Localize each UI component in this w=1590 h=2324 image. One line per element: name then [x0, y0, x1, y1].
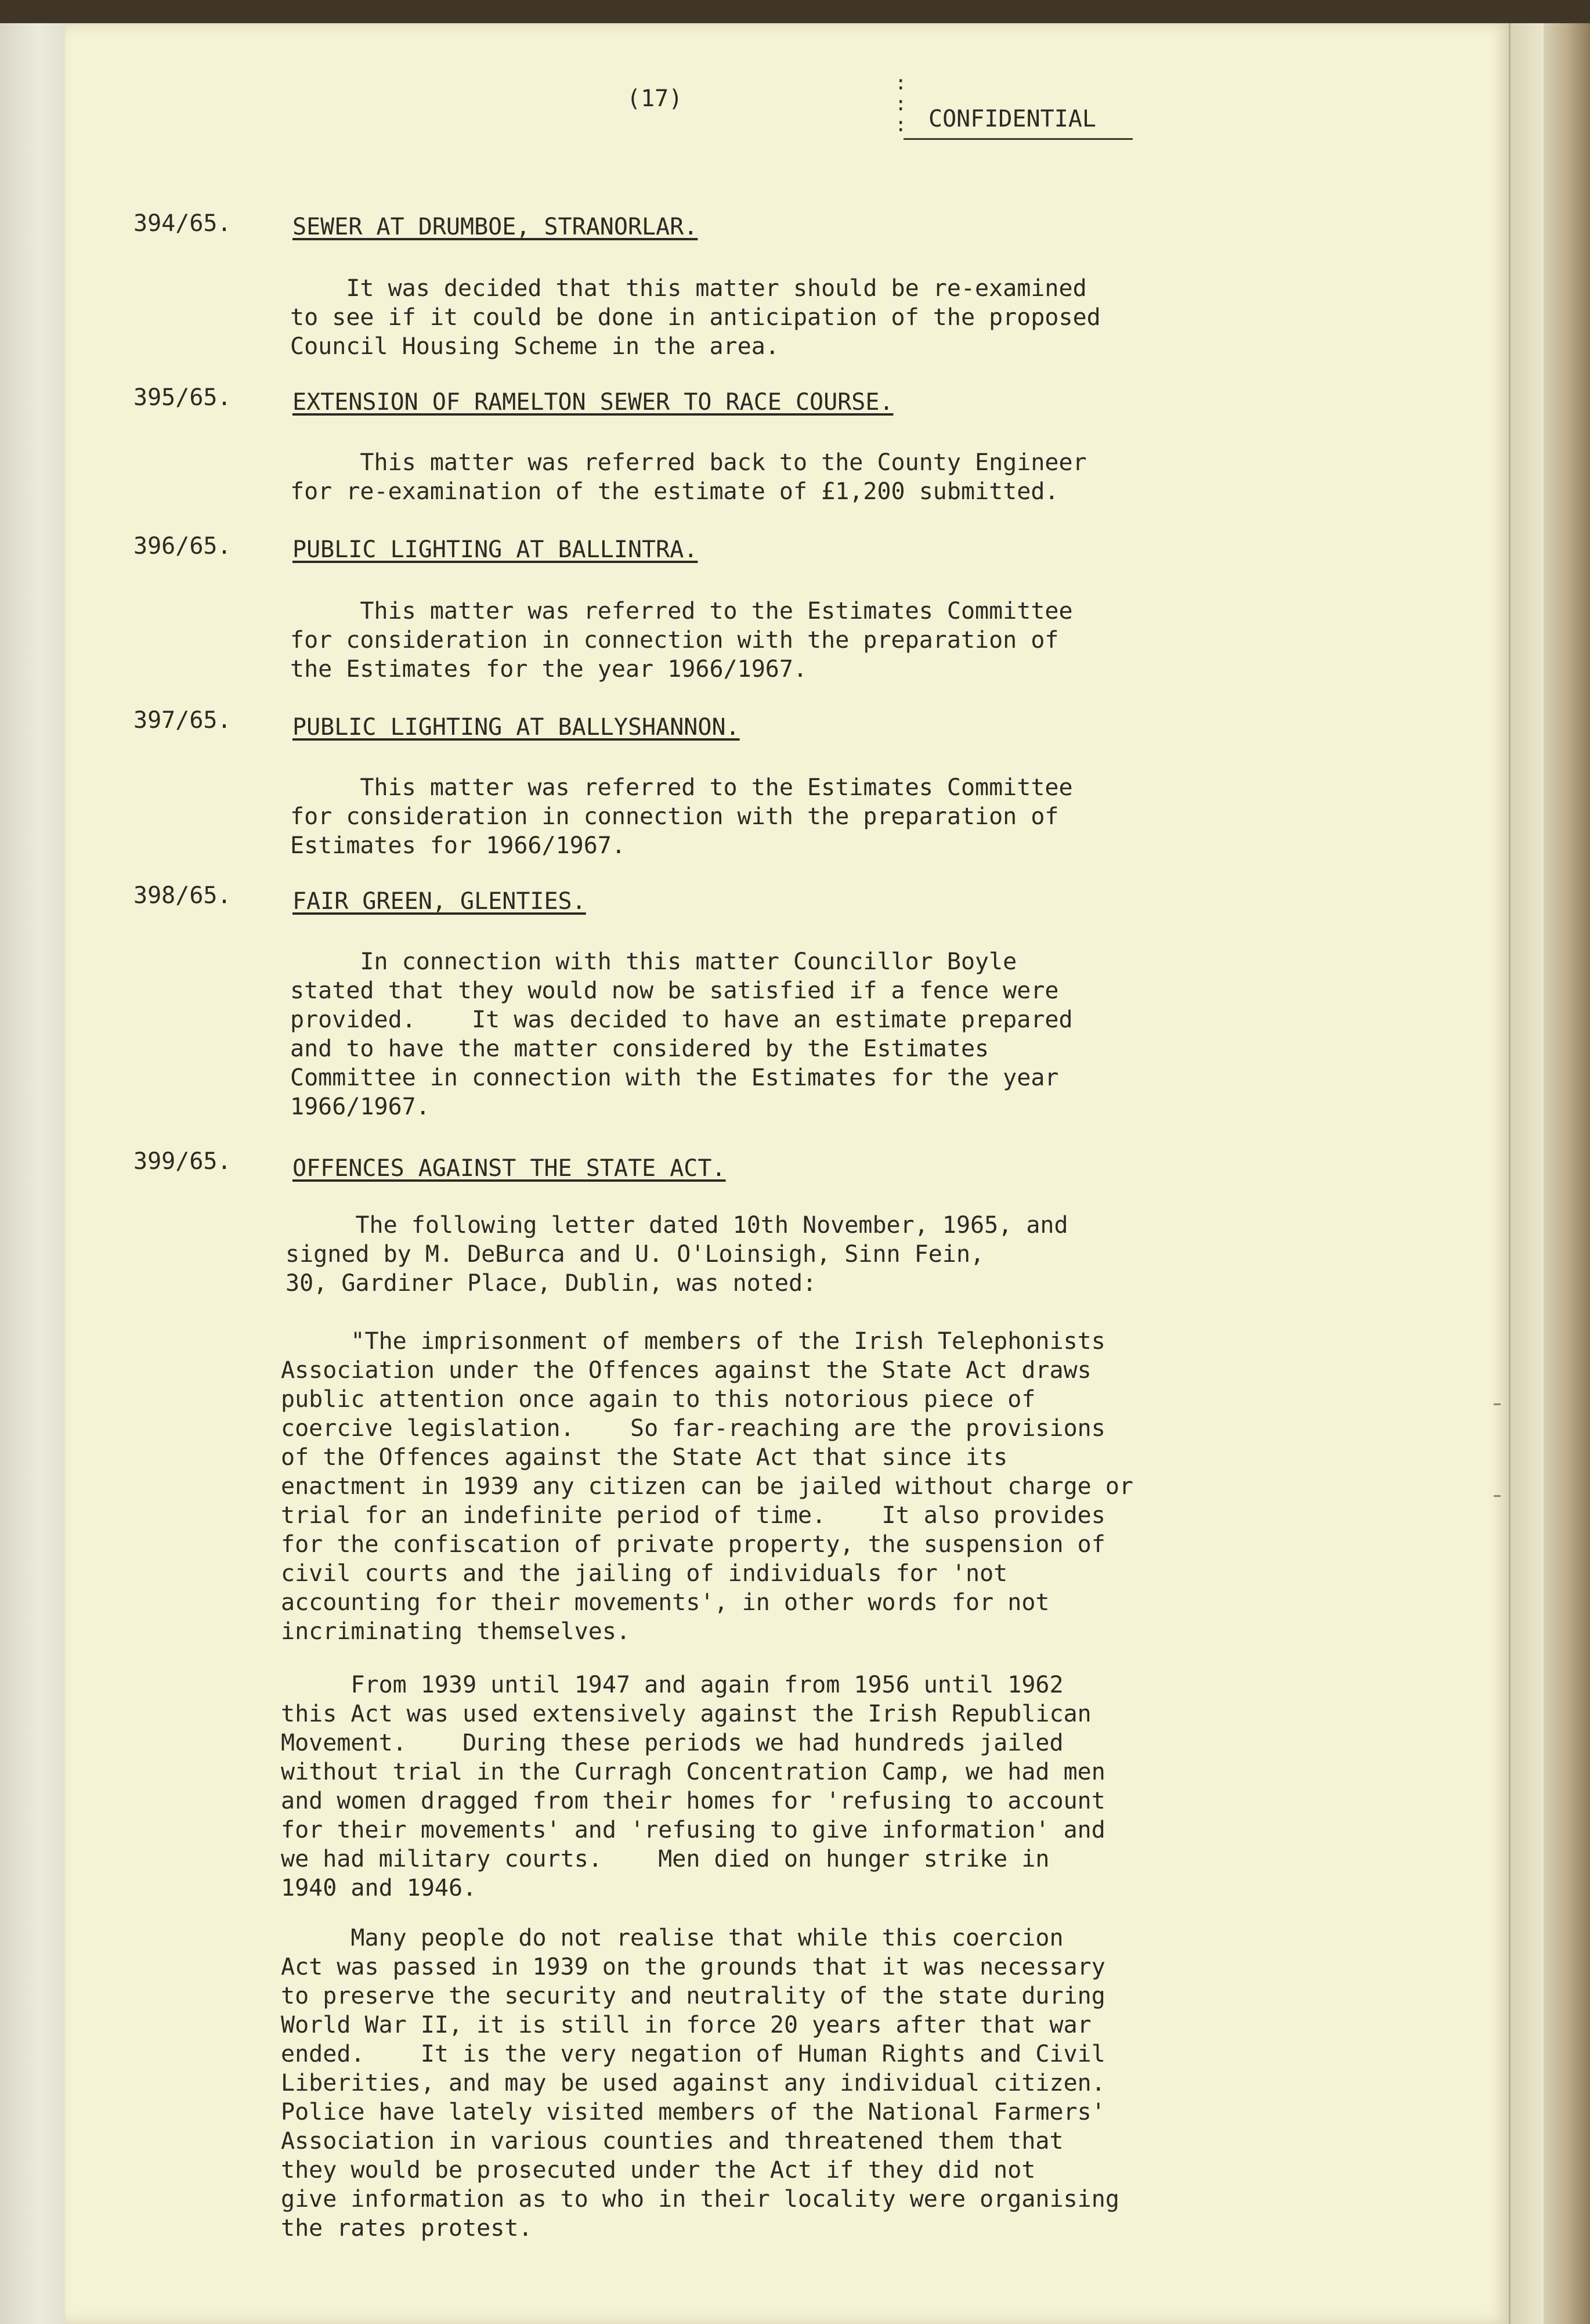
book-binding [1544, 23, 1590, 2324]
text-line: This matter was referred to the Estimates Committee [290, 598, 1073, 625]
item-paragraph [290, 448, 1346, 506]
item-paragraph [290, 274, 1346, 361]
confidential-marker-dots: : : : [895, 71, 907, 136]
text-line: for their movements' and 'refusing to give information' and [281, 1817, 1105, 1843]
text-line: 1940 and 1946. [281, 1875, 477, 1901]
text-line: for the confiscation of private property, the suspension of [281, 1531, 1105, 1558]
text-line: the Estimates for the year 1966/1967. [290, 656, 808, 683]
text-line: Association in various counties and threatened them that [281, 2128, 1064, 2155]
text-line: the rates protest. [281, 2215, 533, 2242]
text-line: This matter was referred to the Estimates Committee [290, 774, 1073, 801]
page-number: (17) [627, 85, 683, 112]
item-paragraph [290, 773, 1346, 860]
text-line: they would be prosecuted under the Act if they did not [281, 2157, 1036, 2184]
document-page [65, 23, 1509, 2324]
text-line: this Act was used extensively against the Irish Republican [281, 1701, 1092, 1727]
text-line: Estimates for 1966/1967. [290, 832, 626, 859]
text-line: give information as to who in their locality were organising [281, 2186, 1119, 2213]
text-line: From 1939 until 1947 and again from 1956 until 1962 [281, 1672, 1064, 1698]
text-line: This matter was referred back to the County Engineer [290, 449, 1087, 476]
confidential-label: CONFIDENTIAL [928, 106, 1096, 132]
text-line: we had military courts. Men died on hunger strike in [281, 1846, 1050, 1872]
letter-paragraph [281, 1670, 1395, 1903]
text-line: and women dragged from their homes for 'refusing to account [281, 1788, 1105, 1814]
facing-page-edge [0, 23, 65, 2324]
text-line: incriminating themselves. [281, 1618, 631, 1645]
text-line: "The imprisonment of members of the Irish Telephonists [281, 1328, 1105, 1355]
text-line: civil courts and the jailing of individuals for 'not [281, 1560, 1008, 1587]
item-title: PUBLIC LIGHTING AT BALLINTRA. [292, 536, 698, 563]
item-paragraph [290, 597, 1346, 684]
letter-paragraph [281, 1924, 1395, 2243]
item-title: EXTENSION OF RAMELTON SEWER TO RACE COURSE. [292, 389, 894, 416]
text-line: Act was passed in 1939 on the grounds that it was necessary [281, 1954, 1105, 1980]
text-line: enactment in 1939 any citizen can be jailed without charge or [281, 1473, 1134, 1500]
confidential-underline [904, 138, 1133, 140]
text-line: and to have the matter considered by the Estimates [290, 1035, 989, 1062]
margin-tick [1494, 1495, 1501, 1497]
text-line: of the Offences against the State Act that since its [281, 1444, 1008, 1471]
item-title: FAIR GREEN, GLENTIES. [292, 888, 586, 915]
margin-tick [1494, 1403, 1501, 1405]
text-line: to see if it could be done in anticipation of the proposed [290, 304, 1101, 331]
text-line: The following letter dated 10th November, 1965, and [286, 1212, 1068, 1239]
item-number: 395/65. [133, 384, 232, 411]
text-line: Council Housing Scheme in the area. [290, 333, 779, 360]
text-line: trial for an indefinite period of time. It also provides [281, 1502, 1105, 1529]
text-line: public attention once again to this notorious piece of [281, 1386, 1036, 1413]
text-line: Association under the Offences against the State Act draws [281, 1357, 1092, 1384]
text-line: 1966/1967. [290, 1094, 430, 1120]
item-number: 396/65. [133, 533, 232, 560]
text-line: coercive legislation. So far-reaching are the provisions [281, 1415, 1105, 1442]
text-line: In connection with this matter Councillor Boyle [290, 948, 1017, 975]
text-line: It was decided that this matter should be re-examined [290, 275, 1087, 302]
item-title: SEWER AT DRUMBOE, STRANORLAR. [292, 214, 698, 240]
item-title: PUBLIC LIGHTING AT BALLYSHANNON. [292, 714, 740, 741]
text-line: Police have lately visited members of the National Farmers' [281, 2099, 1105, 2125]
item-number: 397/65. [133, 707, 232, 734]
text-line: for consideration in connection with the preparation of [290, 803, 1059, 830]
text-line: Many people do not realise that while this coercion [281, 1925, 1064, 1951]
text-line: Committee in connection with the Estimates for the year [290, 1064, 1059, 1091]
text-line: for consideration in connection with the preparation of [290, 627, 1059, 654]
item-number: 399/65. [133, 1148, 232, 1175]
text-line: accounting for their movements', in other words for not [281, 1589, 1050, 1616]
text-line: provided. It was decided to have an estimate prepared [290, 1006, 1073, 1033]
text-line: World War II, it is still in force 20 years after that war [281, 2012, 1092, 2038]
item-paragraph [290, 947, 1346, 1121]
text-line: signed by M. DeBurca and U. O'Loinsigh, Sinn Fein, [286, 1241, 985, 1268]
item-title: OFFENCES AGAINST THE STATE ACT. [292, 1155, 726, 1182]
text-line: to preserve the security and neutrality of the state during [281, 1983, 1105, 2009]
document-body [65, 23, 1509, 2324]
text-line: without trial in the Curragh Concentration Camp, we had men [281, 1759, 1105, 1785]
text-line: Liberities, and may be used against any individual citizen. [281, 2070, 1105, 2096]
item-number: 398/65. [133, 882, 232, 909]
text-line: 30, Gardiner Place, Dublin, was noted: [286, 1270, 817, 1297]
text-line: stated that they would now be satisfied if a fence were [290, 977, 1059, 1004]
item-number: 394/65. [133, 210, 232, 237]
text-line: ended. It is the very negation of Human Rights and Civil [281, 2041, 1105, 2067]
page-edge-right [1509, 23, 1545, 2324]
text-line: Movement. During these periods we had hundreds jailed [281, 1730, 1064, 1756]
item-paragraph [286, 1211, 1342, 1298]
letter-paragraph [281, 1327, 1395, 1646]
text-line: for re-examination of the estimate of £1,200 submitted. [290, 478, 1059, 505]
